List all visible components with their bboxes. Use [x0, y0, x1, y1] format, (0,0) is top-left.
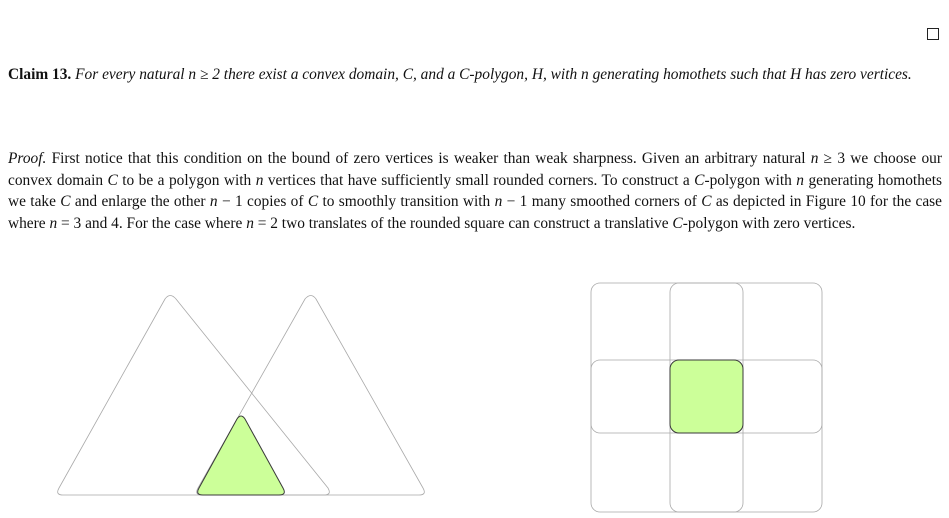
square-construction: [591, 283, 822, 512]
left-large-triangle: [58, 296, 330, 496]
small-green-square: [670, 360, 743, 433]
proof-paragraph: [8, 148, 942, 234]
proof-label: Proof.: [8, 150, 47, 167]
claim-statement: For every natural n ≥ 2 there exist a convex domain, C, and a C-polygon, H, with n generating homothets such that H has zero vertices.: [75, 66, 912, 83]
claim-label: Claim 13.: [8, 66, 72, 83]
figure-10-drawing: [0, 280, 949, 518]
proof-text: First notice that this condition on the bound of zero vertices is weaker than weak sharpness. Given an arbitrary natural n ≥ 3 we choose our convex domain C to be a polygon with n vertices that have sufficiently small rounded corners. To construct a C-polygon with n generating homothets we take C and enlarge the other n − 1 copies of C to smoothly transition with n − 1 many smoothed corners of C as depicted in Figure 10 for the case where n = 3 and 4. For the case where n = 2 two translates of the rounded square can construct a translative C-polygon with zero vertices.: [8, 150, 942, 232]
figure-10: [0, 280, 949, 518]
small-green-triangle: [198, 416, 285, 495]
claim-13-paragraph: [8, 64, 942, 86]
qed-end-of-proof-box: [927, 28, 939, 40]
triangle-construction: [58, 296, 425, 496]
